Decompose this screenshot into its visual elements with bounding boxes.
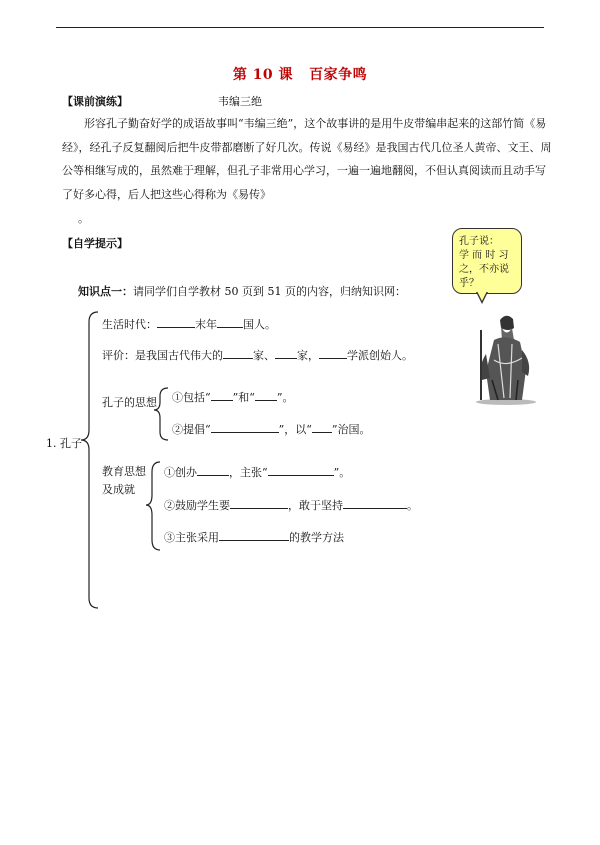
story-end-mark: 。 <box>78 212 89 225</box>
lesson-number: 第 10 课 <box>232 67 294 83</box>
selfstudy-section-label: 【自学提示】 <box>62 237 128 250</box>
bubble-line-1: 孔子说： <box>459 236 499 247</box>
education-label <box>102 463 146 499</box>
eval-jia1: 家、 <box>253 349 275 362</box>
eval-blank-2[interactable] <box>275 348 297 359</box>
edu-label-line-2: 及成就 <box>102 483 135 496</box>
eval-blank-3[interactable] <box>319 348 347 359</box>
thought2-mid: ”，以“ <box>278 423 312 436</box>
thought1-blank-2[interactable] <box>255 390 277 401</box>
knowledge-point-label: 知识点一： <box>78 285 133 298</box>
thought1-blank-1[interactable] <box>211 390 233 401</box>
edu1-blank-1[interactable] <box>197 465 229 476</box>
edu2-mid: ，敢于坚持 <box>288 499 343 512</box>
edu-label-line-1: 教育思想 <box>102 465 146 478</box>
eval-suffix: 学派创始人。 <box>347 349 413 362</box>
thought2-blank-2[interactable] <box>312 422 332 433</box>
era-blank-dynasty[interactable] <box>157 317 195 328</box>
edu1-suffix: ”。 <box>333 466 351 479</box>
thought2-prefix: ②提倡“ <box>172 423 211 436</box>
edu3-blank-1[interactable] <box>219 530 289 541</box>
thought-item-1 <box>172 389 294 405</box>
thought2-blank-1[interactable] <box>211 422 279 433</box>
eval-jia2: 家， <box>297 349 319 362</box>
era-blank-state[interactable] <box>217 317 243 328</box>
eval-blank-1[interactable] <box>223 348 253 359</box>
thought1-prefix: ①包括“ <box>172 391 211 404</box>
bubble-line-3: 之，不亦说 <box>459 264 509 275</box>
thought1-suffix: ”。 <box>276 391 294 404</box>
edu2-blank-2[interactable] <box>343 498 407 509</box>
thought-label: 孔子的思想 <box>102 396 157 409</box>
edu1-prefix: ①创办 <box>164 466 197 479</box>
era-prefix: 生活时代： <box>102 318 157 331</box>
lesson-name: 百家争鸣 <box>309 67 368 83</box>
thought-item-2 <box>172 421 371 437</box>
edu1-mid: ，主张“ <box>229 466 268 479</box>
era-line <box>102 316 276 332</box>
evaluation-line <box>102 347 413 363</box>
era-mid: 末年 <box>195 318 217 331</box>
edu3-prefix: ③主张采用 <box>164 531 219 544</box>
bubble-line-4: 乎？ <box>459 278 479 289</box>
edu1-blank-2[interactable] <box>268 465 334 476</box>
edu2-suffix: 。 <box>407 499 418 512</box>
edu2-prefix: ②鼓励学生要 <box>164 499 230 512</box>
thought2-suffix: ”治国。 <box>331 423 371 436</box>
era-suffix: 国人。 <box>243 318 276 331</box>
education-item-3 <box>164 529 344 545</box>
knowledge-point-text: 请同学们自学教材 50 页到 51 页的内容，归纳知识网： <box>133 285 406 298</box>
preclass-section-label: 【课前演练】 <box>62 95 128 108</box>
eval-prefix: 评价：是我国古代伟大的 <box>102 349 223 362</box>
story-title: 韦编三绝 <box>218 95 262 108</box>
tree-root-confucius: 1. 孔子 <box>46 437 82 450</box>
education-item-2 <box>164 497 418 513</box>
story-paragraph: 形容孔子勤奋好学的成语故事叫“韦编三绝”，这个故事讲的是用牛皮带编串起来的这部竹简《易经》，经孔子反复翻阅后把牛皮带都磨断了好几次。传说《易经》是我国古代几位圣人黄帝、文王、周公等相继写成的，虽然难于理解，但孔子非常用心学习，一遍一遍地翻阅，不但认真阅读而且动手写了好多心得，后人把这些心得称为《易传》 <box>62 117 552 201</box>
edu3-suffix: 的教学方法 <box>289 531 344 544</box>
edu2-blank-1[interactable] <box>230 498 288 509</box>
bubble-line-2: 学 而 时 习 <box>459 250 509 261</box>
thought1-mid: ”和“ <box>232 391 255 404</box>
education-item-1 <box>164 464 350 480</box>
